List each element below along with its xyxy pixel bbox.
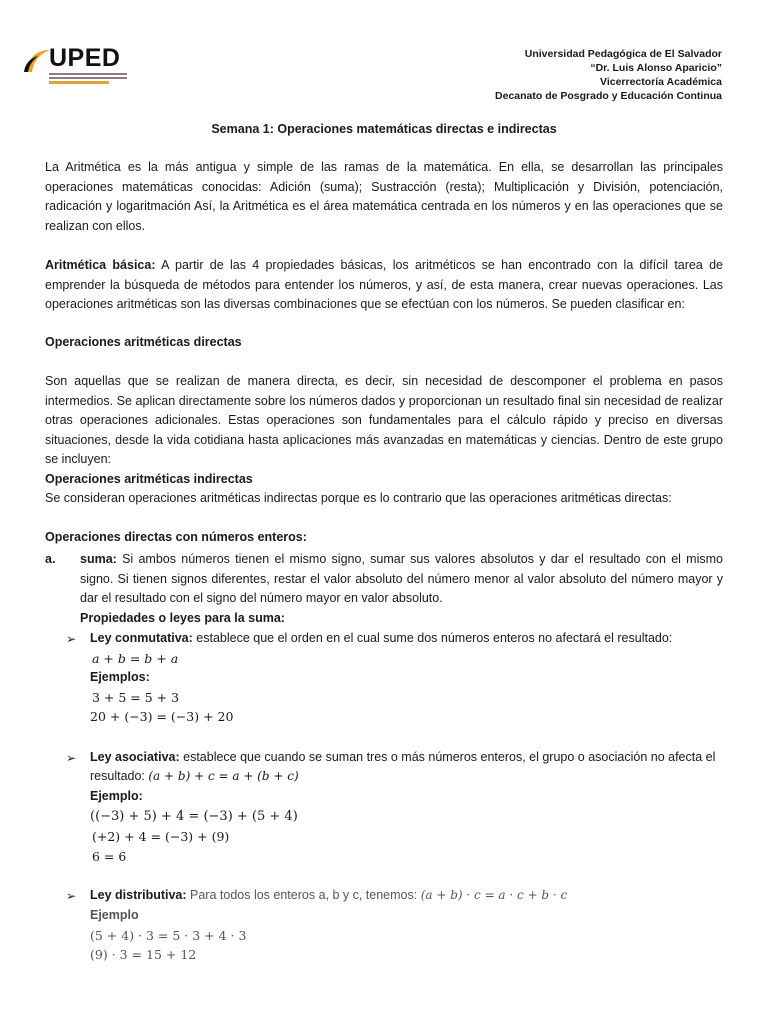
- distributiva-text: Para todos los enteros a, b y c, tenemos:: [186, 888, 421, 902]
- indirect-text: Se consideran operaciones aritméticas indirectas porque es lo contrario que las operaciones aritméticas directas:: [45, 491, 672, 505]
- distributiva-label: Ley distributiva:: [90, 888, 187, 902]
- props-heading: Propiedades o leyes para la suma:: [80, 611, 285, 625]
- conmutativa-example-1: 3 + 5 = 5 + 3: [92, 690, 180, 705]
- bullet-arrow-icon: ➢: [66, 751, 77, 765]
- integers-heading: Operaciones directas con números enteros:: [45, 530, 307, 544]
- conmutativa-example-2: 20 + (−3) = (−3) + 20: [90, 709, 234, 724]
- distributiva-example-label: Ejemplo: [90, 908, 139, 922]
- distributiva-example-2: (9) · 3 = 15 + 12: [90, 947, 197, 962]
- logo-text: UPED: [49, 44, 121, 72]
- conmutativa-text: establece que el orden en el cual sume dos números enteros no afectará el resultado:: [192, 631, 673, 645]
- conmutativa-examples-label: Ejemplos:: [90, 670, 150, 684]
- asociativa-text: establece que cuando se suman tres o más números enteros, el grupo o asociación no afecta el: [179, 750, 716, 764]
- direct-paragraph: Son aquellas que se realizan de manera directa, es decir, sin necesidad de descomponer el problema en pasos intermedios. Se aplican directamente sobre los números dados y proporcionan un resultado final sin necesidad de realizar otras operaciones adicionales. Estas operaciones son fundamentales para el cálculo rápido y preciso en diversas situaciones, desde la vida cotidiana hasta aplicaciones más avanzadas en matemáticas y ciencias. Dentro de este grupo se incluyen:: [45, 374, 723, 467]
- direct-heading: Operaciones aritméticas directas: [45, 335, 242, 349]
- basic-label: Aritmética básica:: [45, 258, 156, 272]
- suma-label: suma:: [80, 552, 117, 566]
- asociativa-example-2: (+2) + 4 = (−3) + (9): [92, 829, 230, 844]
- conmutativa-label: Ley conmutativa:: [90, 631, 193, 645]
- asociativa-line: [90, 748, 715, 768]
- basic-paragraph: [45, 256, 723, 315]
- institution-office: Vicerrectoría Académica: [600, 76, 722, 88]
- bullet-arrow-icon: ➢: [66, 889, 77, 903]
- suma-text: Si ambos números tienen el mismo signo, sumar sus valores absolutos y dar el resultado con el mismo signo. Si tienen signos diferentes, restar el valor absoluto del número menor al valor absoluto del número mayor y dar el resultado con el signo del número mayor en valor absoluto.: [80, 552, 723, 606]
- asociativa-label: Ley asociativa:: [90, 750, 180, 764]
- asociativa-example-1: ((−3) + 5) + 4 = (−3) + (5 + 4): [90, 809, 298, 824]
- institution-block: [495, 47, 722, 103]
- suma-paragraph: [80, 550, 723, 609]
- asociativa-formula: (a + b) + c = a + (b + c): [148, 769, 299, 783]
- institution-name: Universidad Pedagógica de El Salvador: [524, 48, 722, 60]
- intro-paragraph: La Aritmética es la más antigua y simple de las ramas de la matemática. En ella, se desarrollan las principales operaciones matemáticas conocidas: Adición (suma); Sustracción (resta); Multiplicación y División, potenciación, radicación y logaritmación Así, la Aritmética es el área matemática centrada en los números y en las operaciones que se realizan con ellos.: [45, 160, 723, 233]
- conmutativa-line: [90, 629, 672, 649]
- distributiva-formula: (a + b) · c = a · c + b · c: [420, 888, 568, 902]
- asociativa-text-2: resultado:: [90, 769, 149, 783]
- uped-logo-icon: [22, 46, 52, 76]
- conmutativa-formula: a + b = b + a: [92, 651, 179, 666]
- asociativa-example-label: Ejemplo:: [90, 789, 143, 803]
- bullet-arrow-icon: ➢: [66, 632, 77, 646]
- logo-subtitle-lines: [49, 73, 127, 83]
- institution-dean: Decanato de Posgrado y Educación Continua: [495, 90, 722, 102]
- uped-logo: [22, 46, 132, 96]
- indirect-heading: Operaciones aritméticas indirectas: [45, 472, 253, 486]
- institution-subtitle: “Dr. Luis Alonso Aparicio”: [590, 62, 722, 74]
- basic-text: A partir de las 4 propiedades básicas, los aritméticos se han encontrado con la difícil tarea de emprender la búsqueda de métodos para entender los números, y así, de esta manera, crear nuevas operaciones. Las operaciones aritméticas son las diversas combinaciones que se efectúan con los números. Se pueden clasificar en:: [45, 258, 723, 312]
- page-title: Semana 1: Operaciones matemáticas directas e indirectas: [211, 122, 557, 136]
- distributiva-line: [90, 886, 567, 906]
- asociativa-line-2: [90, 767, 299, 787]
- item-letter-a: a.: [45, 552, 56, 566]
- distributiva-example-1: (5 + 4) · 3 = 5 · 3 + 4 · 3: [90, 928, 247, 943]
- asociativa-example-3: 6 = 6: [92, 849, 127, 864]
